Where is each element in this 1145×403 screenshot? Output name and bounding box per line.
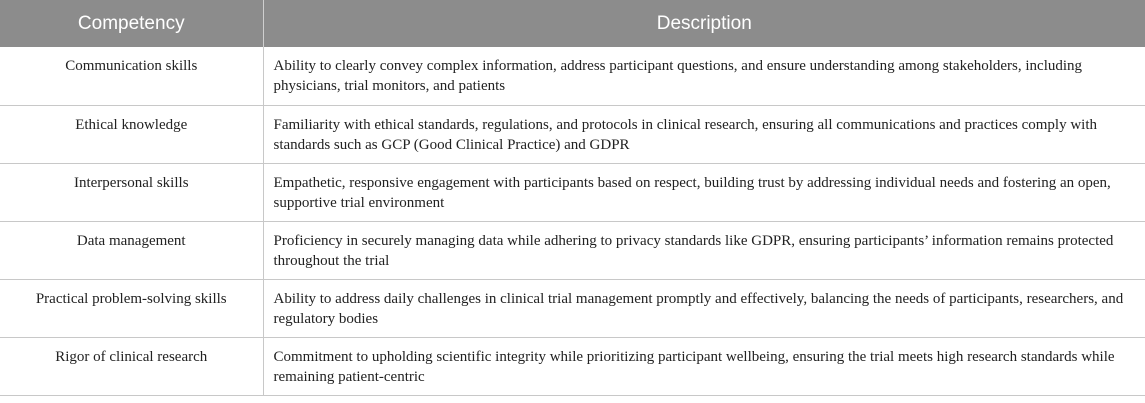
table-row (0, 105, 1145, 163)
competency-cell: Data management (0, 221, 263, 279)
competency-cell: Practical problem-solving skills (0, 279, 263, 337)
description-cell: Familiarity with ethical standards, regulations, and protocols in clinical research, ensuring all communications and practices comply with standards such as GCP (Good Clinical Practice) and GDPR (263, 105, 1145, 163)
competency-cell: Ethical knowledge (0, 105, 263, 163)
competency-cell: Interpersonal skills (0, 163, 263, 221)
description-cell: Commitment to upholding scientific integrity while prioritizing participant wellbeing, ensuring the trial meets high research standards while remaining patient-centric (263, 337, 1145, 395)
table-row (0, 337, 1145, 395)
table-row (0, 47, 1145, 105)
competency-cell: Rigor of clinical research (0, 337, 263, 395)
table-row (0, 221, 1145, 279)
table-row (0, 163, 1145, 221)
table-row (0, 279, 1145, 337)
header-row (0, 0, 1145, 47)
table-header (0, 0, 1145, 47)
table-body (0, 47, 1145, 395)
description-cell: Ability to clearly convey complex information, address participant questions, and ensure understanding among stakeholders, including physicians, trial monitors, and patients (263, 47, 1145, 105)
header-description: Description (263, 0, 1145, 47)
description-cell: Proficiency in securely managing data while adhering to privacy standards like GDPR, ensuring participants’ information remains protected throughout the trial (263, 221, 1145, 279)
competency-cell: Communication skills (0, 47, 263, 105)
description-cell: Ability to address daily challenges in clinical trial management promptly and effectively, balancing the needs of participants, researchers, and regulatory bodies (263, 279, 1145, 337)
description-cell: Empathetic, responsive engagement with participants based on respect, building trust by addressing individual needs and fostering an open, supportive trial environment (263, 163, 1145, 221)
header-competency: Competency (0, 0, 263, 47)
